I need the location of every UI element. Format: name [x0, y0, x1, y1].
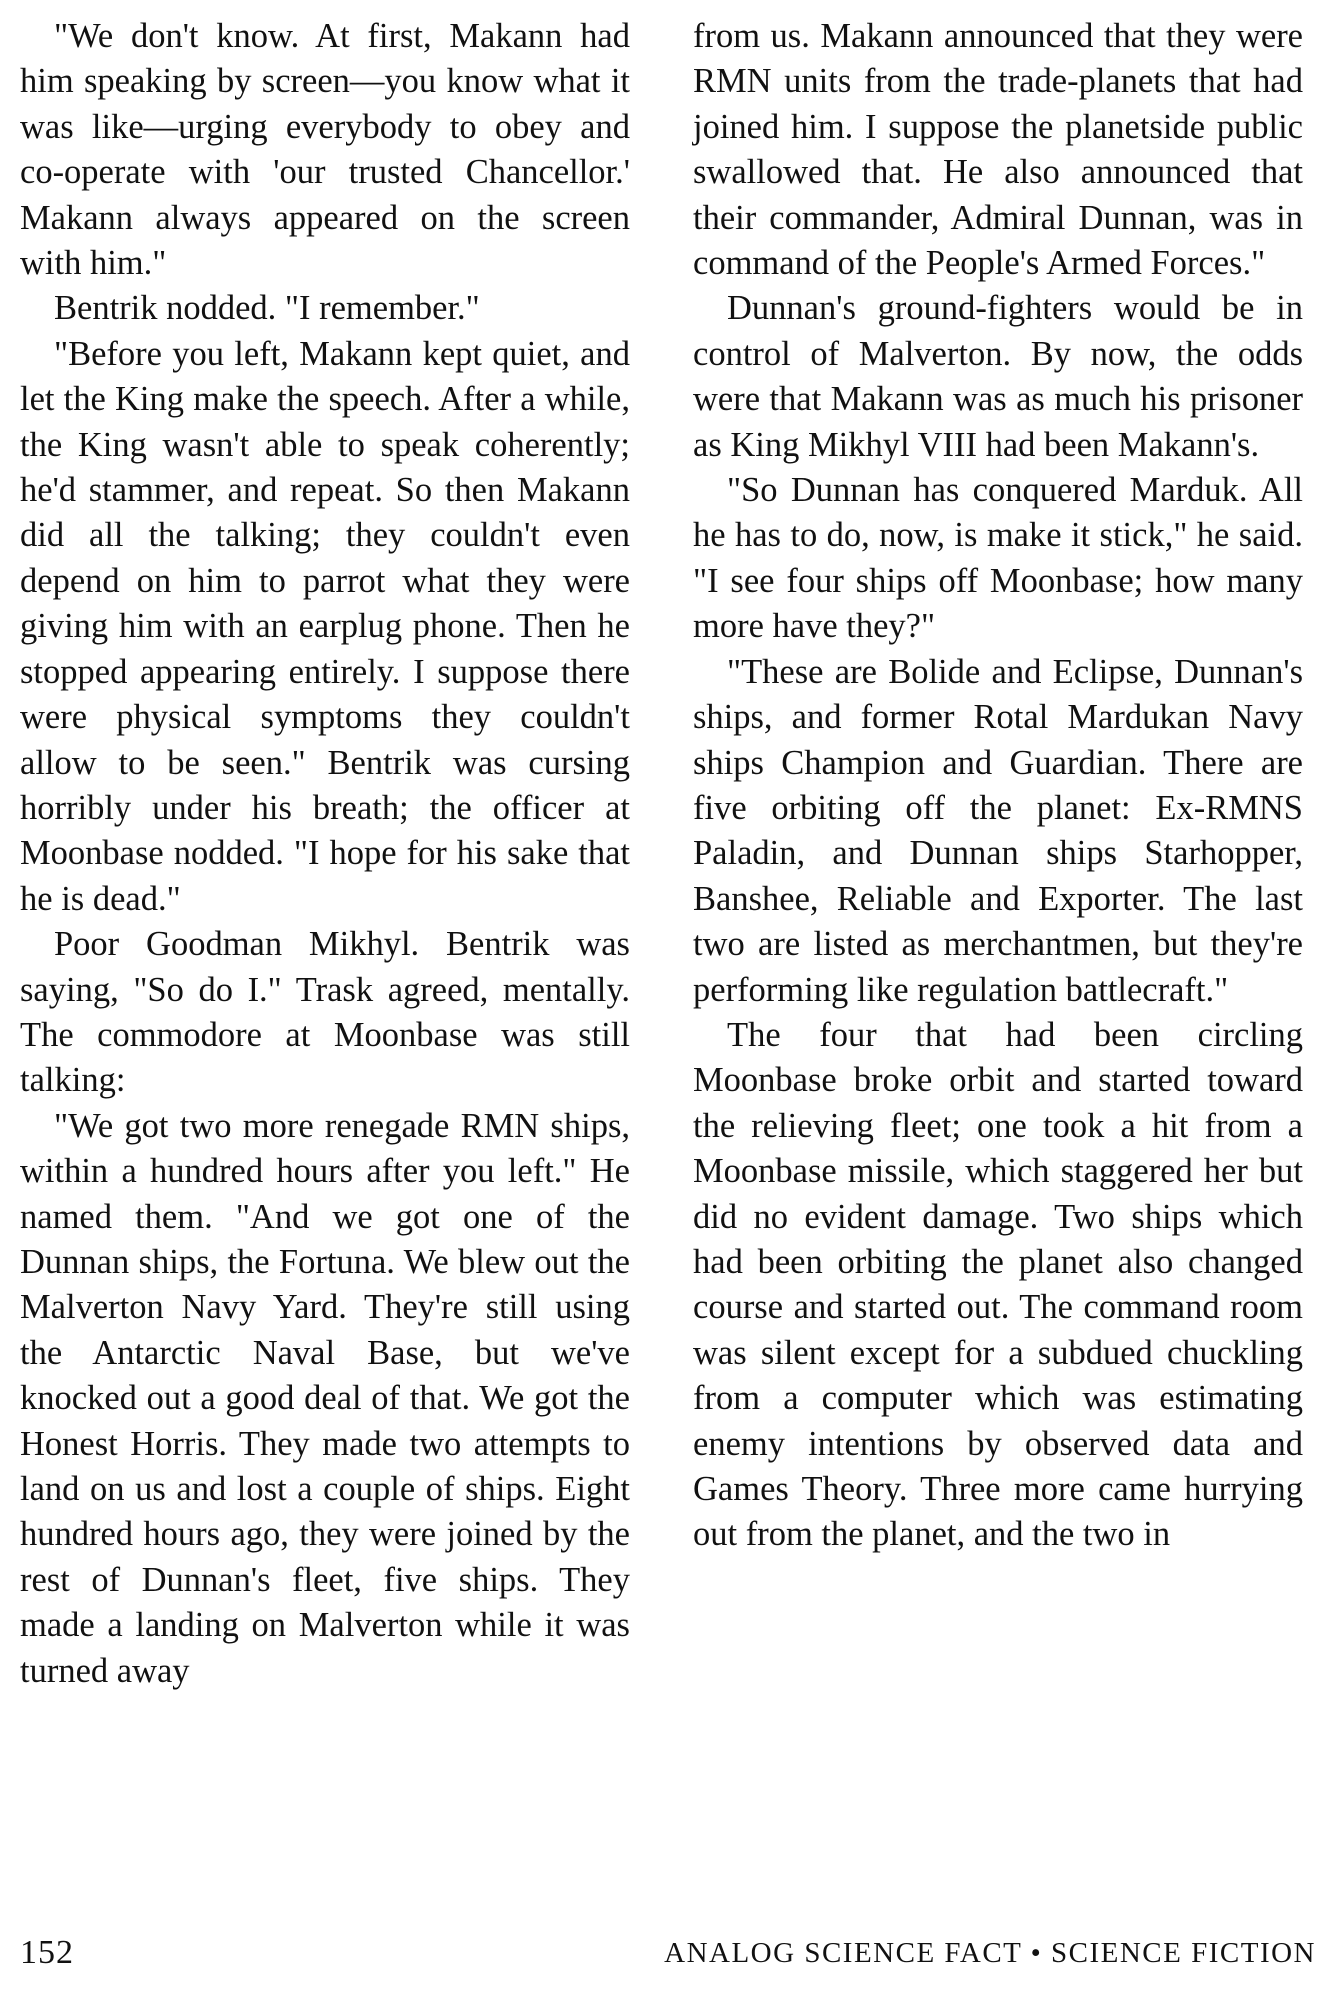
paragraph: Dunnan's ground-fighters would be in control of Malverton. By now, the odds were that Makann was as much his prisoner as King Mikhyl VIII had been Makann's.	[693, 289, 1303, 464]
paragraph: "We got two more renegade RMN ships, within a hundred hours after you left." He named them. "And we got one of the Dunnan ships, the Fortuna. We blew out the Malverton Navy Yard. They're still using the Antarctic Naval Base, but we've knocked out a good deal of that. We got the Honest Horris. They made two attempts to land on us and lost a couple of ships. Eight hundred hours ago, they were joined by the rest of Dunnan's fleet, five ships. They made a landing on Malverton while it was turned away	[20, 1106, 630, 1690]
page-footer	[20, 1928, 1316, 1978]
paragraph: "Before you left, Makann kept quiet, and let the King make the speech. After a while, the King wasn't able to speak coherently; he'd stammer, and repeat. So then Makann did all the talking; they couldn't even depend on him to parrot what they were giving him with an earplug phone. Then he stopped appearing entirely. I suppose there were physical symptoms they couldn't allow to be seen." Bentrik was cursing horribly under his breath; the officer at Moonbase nodded. "I hope for his sake that he is dead."	[20, 334, 630, 918]
left-column	[20, 14, 630, 1694]
paragraph: Poor Goodman Mikhyl. Bentrik was saying, "So do I." Trask agreed, mentally. The commodore at Moonbase was still talking:	[20, 925, 630, 1100]
paragraph: from us. Makann announced that they were RMN units from the trade-planets that had joined him. I suppose the planetside public swallowed that. He also announced that their commander, Admiral Dunnan, was in command of the People's Armed Forces."	[693, 17, 1303, 283]
paragraph: Bentrik nodded. "I remember."	[54, 289, 480, 328]
paragraph: "We don't know. At first, Makann had him speaking by screen—you know what it was like—urging everybody to obey and co-operate with 'our trusted Chancellor.' Makann always appeared on the screen with him."	[20, 17, 630, 283]
page-number: 152	[20, 1934, 74, 1971]
running-title: ANALOG SCIENCE FACT • SCIENCE FICTION	[664, 1937, 1316, 1969]
paragraph: "These are Bolide and Eclipse, Dunnan's ships, and former Rotal Mardukan Navy ships Champion and Guardian. There are five orbiting off the planet: Ex-RMNS Paladin, and Dunnan ships Starhopper, Banshee, Reliable and Exporter. The last two are listed as merchantmen, but they're performing like regulation battlecraft."	[693, 652, 1303, 1009]
right-column	[693, 14, 1303, 1558]
paragraph: "So Dunnan has conquered Marduk. All he has to do, now, is make it stick," he said. "I see four ships off Moonbase; how many more have they?"	[693, 471, 1303, 646]
paragraph: The four that had been circling Moonbase broke orbit and started toward the relieving fleet; one took a hit from a Moonbase missile, which staggered her but did no evident damage. Two ships which had been orbiting the planet also changed course and started out. The command room was silent except for a subdued chuckling from a computer which was estimating enemy intentions by observed data and Games Theory. Three more came hurrying out from the planet, and the two in	[693, 1015, 1303, 1554]
